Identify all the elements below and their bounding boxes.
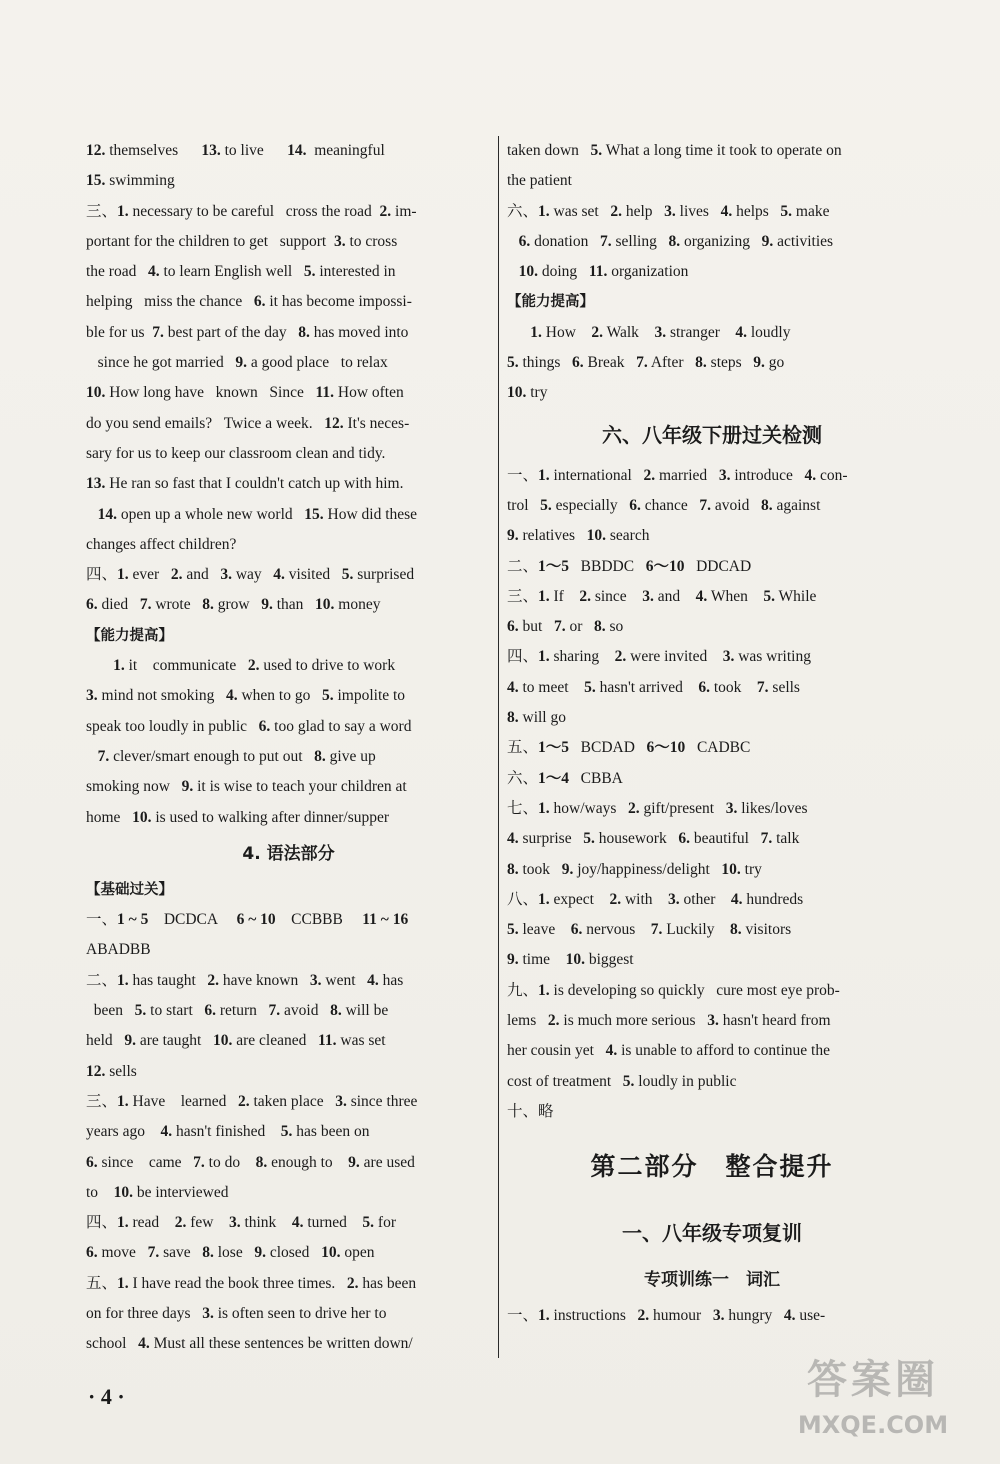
right-answers-block-1 — [507, 136, 917, 409]
right2-line: 一、1. international 2. married 3. introduce 4. con- — [507, 466, 848, 484]
right2-line: 五、1～5 BCDAD 6～10 CADBC — [507, 739, 751, 757]
left-answers-block-1 — [86, 136, 491, 833]
right-line: 5. things 6. Break 7. After 8. steps 9. go — [507, 354, 785, 372]
left-line: 三、1. necessary to be careful cross the road 2. im- — [86, 202, 417, 220]
right2-line: her cousin yet 4. is unable to afford to continue the — [507, 1042, 830, 1060]
right2-line: 5. leave 6. nervous 7. Luckily 8. visitors — [507, 921, 792, 939]
right2-line: 十、略 — [507, 1102, 554, 1120]
right-line: 1. How 2. Walk 3. stranger 4. loudly — [530, 323, 791, 341]
watermark-url: MXQE.COM — [797, 1411, 949, 1439]
left-line: portant for the children to get support 3. to cross — [86, 232, 398, 250]
basic-tag-label: 【基础过关】 — [86, 881, 173, 898]
left-line: do you send emails? Twice a week. 12. It's neces- — [86, 414, 410, 432]
grade8-test-heading: 六、八年级下册过关检测 — [602, 422, 822, 447]
left-line: speak too loudly in public 6. too glad to say a word — [86, 717, 412, 735]
right-answers-block-3 — [507, 1301, 917, 1331]
left2-line: held 9. are taught 10. are cleaned 11. was set — [86, 1032, 386, 1050]
left-line: 6. died 7. wrote 8. grow 9. than 10. money — [86, 596, 381, 614]
right2-line: 八、1. expect 2. with 3. other 4. hundreds — [507, 890, 804, 908]
left2-line: 三、1. Have learned 2. taken place 3. since three — [86, 1092, 418, 1110]
left2-line: 6. move 7. save 8. lose 9. closed 10. open — [86, 1244, 375, 1262]
right2-line: 六、1～4 CBBA — [507, 769, 623, 787]
left2-line: on for three days 3. is often seen to drive her to — [86, 1304, 387, 1322]
left-line: 10. How long have known Since 11. How often — [86, 384, 404, 402]
watermark-logo — [768, 1352, 978, 1442]
right3-line: 一、1. instructions 2. humour 3. hungry 4. use- — [507, 1307, 826, 1325]
right-line: 10. try — [507, 384, 548, 402]
vocab-training-title: 专项训练一 词汇 — [644, 1270, 780, 1291]
right2-line: 4. surprise 5. housework 6. beautiful 7. talk — [507, 830, 800, 848]
right-column — [507, 136, 917, 1332]
left2-line: 四、1. read 2. few 3. think 4. turned 5. for — [86, 1214, 396, 1232]
right2-line: 四、1. sharing 2. were invited 3. was writing — [507, 648, 811, 666]
left-line: 12. themselves 13. to live 14. meaningful — [86, 142, 385, 159]
basic-tag — [86, 875, 491, 905]
right-line: 六、1. was set 2. help 3. lives 4. helps 5. make — [507, 202, 830, 220]
special-review-title: 一、八年级专项复训 — [622, 1221, 802, 1246]
right-line: taken down 5. What a long time it took to operate on — [507, 142, 842, 159]
left-line: helping miss the chance 6. it has become impossi- — [86, 293, 412, 311]
left2-line: 五、1. I have read the book three times. 2. has been — [86, 1274, 417, 1292]
left-line: home 10. is used to walking after dinner/supper — [86, 808, 390, 826]
right2-line: lems 2. is much more serious 3. hasn't heard from — [507, 1012, 831, 1030]
right2-line: 二、1～5 BBDDC 6～10 DDCAD — [507, 557, 752, 575]
left2-line: years ago 4. hasn't finished 5. has been on — [86, 1123, 370, 1141]
right-answers-block-2 — [507, 461, 917, 1128]
right2-line: 9. relatives 10. search — [507, 527, 650, 545]
right2-line: trol 5. especially 6. chance 7. avoid 8. against — [507, 496, 821, 514]
left-line: 7. clever/smart enough to put out 8. give up — [97, 747, 376, 765]
left-line: smoking now 9. it is wise to teach your children at — [86, 778, 407, 796]
left-line: 14. open up a whole new world 15. How did these — [97, 505, 418, 523]
left2-line: to 10. be interviewed — [86, 1183, 229, 1201]
right-line: 10. doing 11. organization — [518, 263, 689, 281]
column-divider — [498, 136, 499, 1358]
left-line: 3. mind not smoking 4. when to go 5. impolite to — [86, 687, 406, 705]
right2-line: 九、1. is developing so quickly cure most eye prob- — [507, 981, 840, 999]
right-line: 【能力提高】 — [507, 294, 594, 311]
left-line: sary for us to keep our classroom clean and tidy. — [86, 444, 386, 462]
left-line: the road 4. to learn English well 5. interested in — [86, 263, 396, 281]
left-line: ble for us 7. best part of the day 8. has moved into — [86, 323, 409, 341]
right-line: 6. donation 7. selling 8. organizing 9. activities — [518, 232, 834, 250]
right2-line: 4. to meet 5. hasn't arrived 6. took 7. sells — [507, 678, 800, 696]
right-line: the patient — [507, 172, 572, 190]
right2-line: 8. will go — [507, 709, 566, 727]
left2-line: ABADBB — [86, 941, 151, 959]
right2-line: 9. time 10. biggest — [507, 951, 634, 969]
left-line: 13. He ran so fast that I couldn't catch up with him. — [86, 475, 404, 493]
left2-line: been 5. to start 6. return 7. avoid 8. will be — [86, 1002, 389, 1020]
left-line: 四、1. ever 2. and 3. way 4. visited 5. surprised — [86, 566, 415, 584]
right2-line: 6. but 7. or 8. so — [507, 618, 624, 636]
left2-line: 二、1. has taught 2. have known 3. went 4. has — [86, 971, 404, 989]
part-two-title: 第二部分 整合提升 — [590, 1152, 834, 1182]
left2-line: 一、1 ~ 5 DCDCA 6 ~ 10 CCBBB 11 ~ 16 — [86, 911, 409, 929]
left-line: 1. it communicate 2. used to drive to work — [113, 657, 396, 675]
left-line: 15. swimming — [86, 172, 175, 190]
watermark-logo-text: 答案圈 — [807, 1357, 939, 1403]
left-line: 【能力提高】 — [86, 627, 173, 644]
left-line: changes affect children? — [86, 535, 237, 553]
left-line: since he got married 9. a good place to relax — [86, 354, 388, 372]
page-number: · 4 · — [88, 1384, 125, 1409]
grammar-heading: 4. 语法部分 — [242, 843, 335, 864]
right2-line: cost of treatment 5. loudly in public — [507, 1072, 737, 1090]
right2-line: 三、1. If 2. since 3. and 4. When 5. While — [507, 587, 817, 605]
right2-line: 七、1. how/ways 2. gift/present 3. likes/loves — [507, 799, 808, 817]
left2-line: 12. sells — [86, 1062, 137, 1080]
right2-line: 8. took 9. joy/happiness/delight 10. try — [507, 860, 762, 878]
left-answers-block-2 — [86, 905, 491, 1359]
left-column — [86, 136, 491, 1360]
left2-line: school 4. Must all these sentences be written down/ — [86, 1335, 413, 1353]
left2-line: 6. since came 7. to do 8. enough to 9. are used — [86, 1153, 415, 1171]
